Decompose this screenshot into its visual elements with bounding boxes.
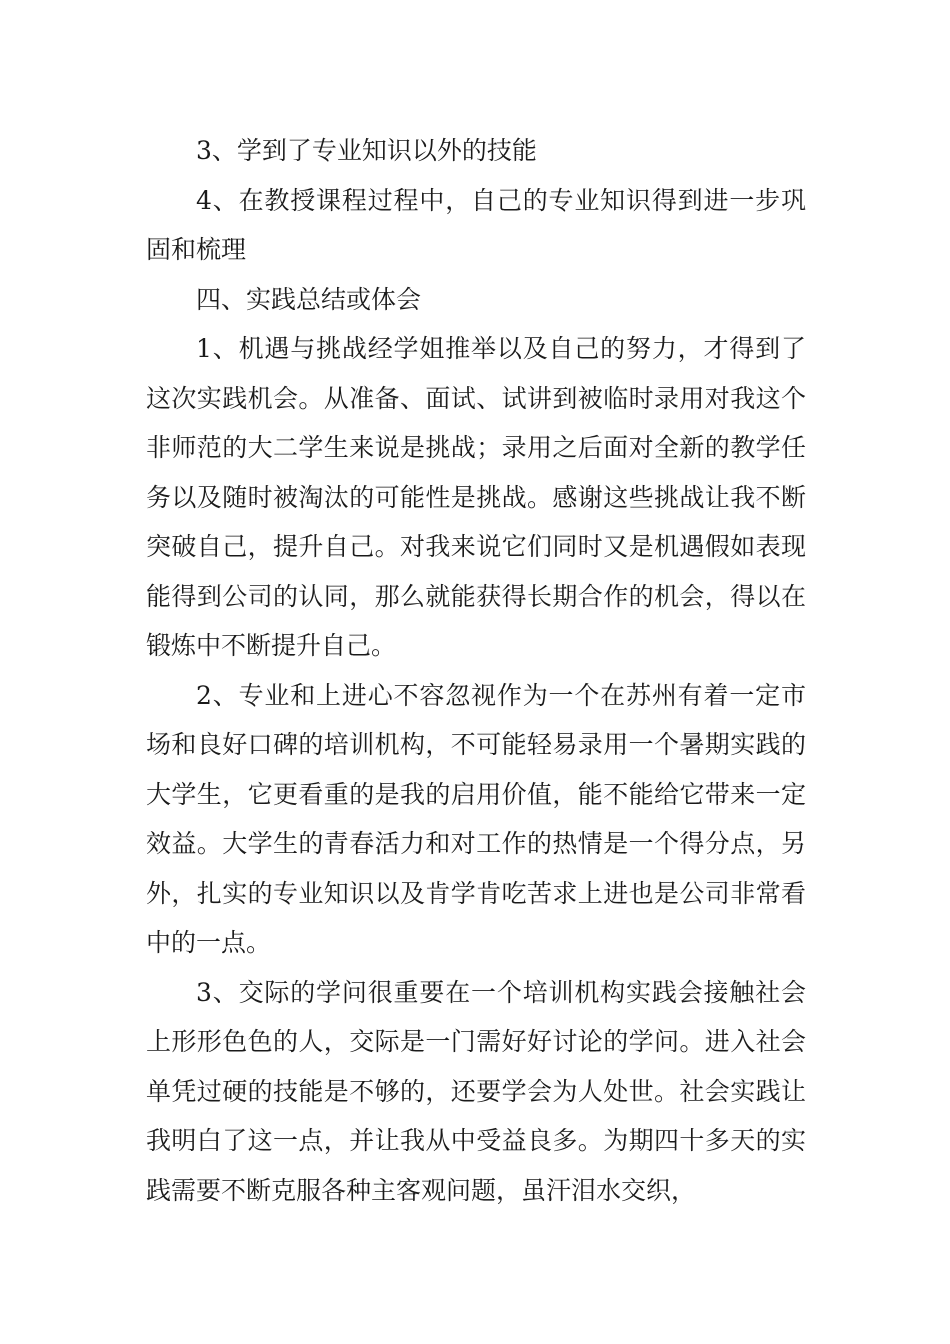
paragraph-opportunity-challenge: 1、机遇与挑战经学姐推举以及自己的努力，才得到了这次实践机会。从准备、面试、试讲到被临时录用对我这个非师范的大二学生来说是挑战；录用之后面对全新的教学任务以及随时被淘汰的可能性是挑战。感谢这些挑战让我不断突破自己，提升自己。对我来说它们同时又是机遇假如表现能得到公司的认同，那么就能获得长期合作的机会，得以在锻炼中不断提升自己。: [146, 334, 806, 660]
document-body: [146, 126, 806, 1215]
paragraph-professionalism: 2、专业和上进心不容忽视作为一个在苏州有着一定市场和良好口碑的培训机构，不可能轻易录用一个暑期实践的大学生，它更看重的是我的启用价值，能不能给它带来一定效益。大学生的青春活力和对工作的热情是一个得分点，另外，扎实的专业知识以及肯学肯吃苦求上进也是公司非常看中的一点。: [146, 680, 806, 957]
paragraph-communication: 3、交际的学问很重要在一个培训机构实践会接触社会上形形色色的人，交际是一门需好好讨论的学问。进入社会单凭过硬的技能是不够的，还要学会为人处世。社会实践让我明白了这一点，并让我从中受益良多。为期四十多天的实践需要不断克服各种主客观问题，虽汗泪水交织，: [146, 977, 806, 1205]
paragraph-item-3: 3、学到了专业知识以外的技能: [196, 136, 537, 165]
paragraph-item-4: 4、在教授课程过程中，自己的专业知识得到进一步巩固和梳理: [146, 185, 806, 264]
section-heading-summary: 四、实践总结或体会: [196, 284, 422, 314]
